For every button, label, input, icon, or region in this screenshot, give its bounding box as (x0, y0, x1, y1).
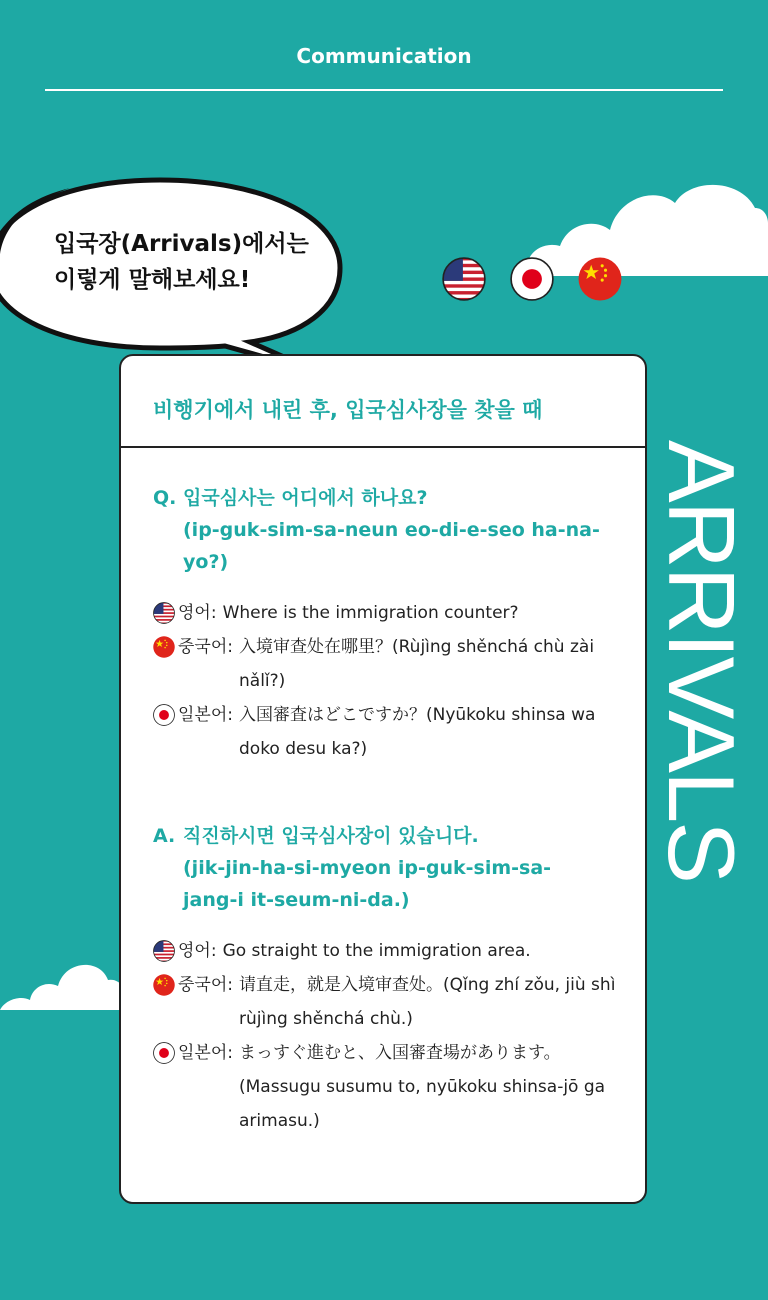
question-translations (153, 596, 623, 766)
question-prefix: Q. (153, 487, 177, 509)
answer-block (153, 820, 623, 1138)
language-label: 영어: (178, 603, 217, 623)
answer-korean: 직진하시면 입국심사장이 있습니다. (183, 825, 479, 847)
card-header: 비행기에서 내린 후, 입국심사장을 찾을 때 (121, 356, 645, 448)
china-flag-icon (153, 636, 175, 658)
language-label: 중국어: (178, 637, 233, 657)
translation-text: 入境审查处在哪里？(Rùjìng shěnchá chù zài nǎlǐ?) (239, 637, 595, 691)
translation-row (153, 698, 623, 766)
header-divider (45, 89, 723, 91)
language-label: 영어: (178, 941, 217, 961)
japan-flag-icon (153, 1042, 175, 1064)
arrivals-vertical-text: ARRIVALS (649, 440, 754, 882)
question-roman-line-2: yo?) (183, 551, 229, 573)
answer-translations (153, 934, 623, 1138)
answer-roman-line-1: (jik-jin-ha-si-myeon ip-guk-sim-sa- (183, 857, 552, 879)
translation-text: 入国審査はどこですか？(Nyūkoku shinsa wa doko desu ka?) (239, 705, 596, 759)
bubble-line-1: 입국장(Arrivals)에서는 (54, 231, 309, 257)
translation-row (153, 968, 623, 1036)
question-roman-line-1: (ip-guk-sim-sa-neun eo-di-e-seo ha-na- (183, 519, 600, 541)
language-label: 중국어: (178, 975, 233, 995)
us-flag-icon (442, 257, 486, 301)
translation-text: Go straight to the immigration area. (222, 941, 531, 961)
translation-text: まっすぐ進むと、入国審査場があります。(Massugu susumu to, nyūkoku shinsa-jō ga arimasu.) (239, 1043, 606, 1131)
answer-romanization (153, 852, 623, 916)
japan-flag-icon (153, 704, 175, 726)
language-label: 일본어: (178, 1043, 233, 1063)
page-title: Communication (296, 44, 472, 68)
translation-row (153, 934, 623, 968)
translation-row (153, 596, 623, 630)
answer-roman-line-2: jang-i it-seum-ni-da.) (183, 889, 410, 911)
translation-row (153, 1036, 623, 1138)
question-korean: 입국심사는 어디에서 하나요? (183, 487, 428, 509)
us-flag-icon (153, 602, 175, 624)
speech-bubble-text (54, 226, 309, 298)
japan-flag-icon (510, 257, 554, 301)
language-label: 일본어: (178, 705, 233, 725)
translation-text: Where is the immigration counter? (222, 603, 519, 623)
answer-prefix: A. (153, 825, 176, 847)
question-romanization (153, 514, 623, 578)
china-flag-icon (153, 974, 175, 996)
translation-row (153, 630, 623, 698)
translation-text: 请直走，就是入境审查处。(Qǐng zhí zǒu, jiù shì rùjìng shěnchá chù.) (239, 975, 616, 1029)
question-block (153, 482, 623, 766)
china-flag-icon (578, 257, 622, 301)
bubble-line-2: 이렇게 말해보세요! (54, 267, 251, 293)
us-flag-icon (153, 940, 175, 962)
phrase-card (119, 354, 647, 1204)
flag-row (442, 257, 622, 301)
